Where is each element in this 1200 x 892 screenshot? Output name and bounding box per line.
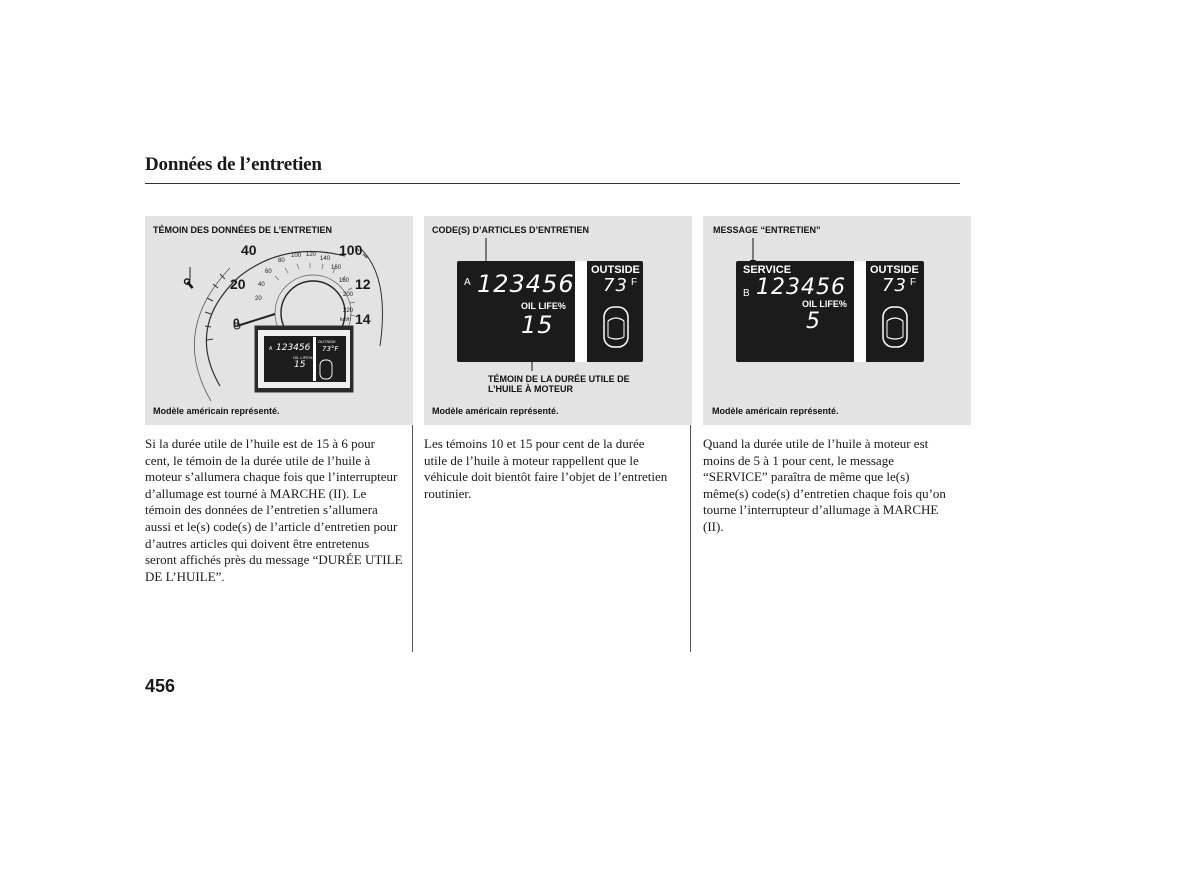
gauge-mph-100: 100 bbox=[339, 242, 363, 258]
gauge-kmh-40: 40 bbox=[258, 282, 265, 288]
column-2-text: Les témoins 10 et 15 pour cent de la durée utile de l’huile à moteur rappellent que le véhicule doit bientôt faire l’objet de l’entretien routinier. bbox=[424, 436, 668, 501]
gauge-right-14: 14 bbox=[355, 311, 371, 327]
column-1-text: Si la durée utile de l’huile est de 15 à 6 pour cent, le témoin de la durée utile de l’huile à moteur s’allumera chaque fois que l’interrupteur d’allumage est tourné à MARCHE (II). Le témoin des données de l’entretien s’allumera aussi et le(s) code(s) de l’article d’entretien pour d’autres articles qui doivent être entretenus seront affichés près du message “DURÉE UTILE DE L’HUILE”. bbox=[145, 436, 403, 584]
lcd-oil-label: OIL LIFE% bbox=[521, 301, 566, 311]
lcd-outside: OUTSIDE bbox=[870, 264, 919, 276]
page-title: Données de l’entretien bbox=[145, 154, 322, 175]
gauge-kmh-220: 220 bbox=[343, 308, 354, 314]
gauge-kmh-20: 20 bbox=[255, 296, 262, 302]
panel-caption: TÉMOIN DES DONNÉES DE L’ENTRETIEN bbox=[153, 225, 333, 235]
mini-outside: OUTSIDE bbox=[318, 339, 336, 344]
lcd-oil-label: OIL LIFE% bbox=[802, 299, 847, 309]
lcd-prefix: A bbox=[464, 277, 471, 288]
sub-caption-1: TÉMOIN DE LA DURÉE UTILE DE bbox=[488, 374, 630, 384]
lcd-display bbox=[457, 261, 643, 362]
panel-service-display bbox=[703, 216, 971, 425]
lcd-separator bbox=[575, 261, 587, 362]
column-3-text: Quand la durée utile de l’huile à moteur est moins de 5 à 1 pour cent, le message “SERVICE” paraîtra de même que le(s) même(s) code(s) d’entretien chaque fois qu’on tourne l’interrupteur d’allumage à MARCHE (II). bbox=[703, 436, 946, 534]
page-number: 456 bbox=[145, 676, 176, 696]
lcd-outside: OUTSIDE bbox=[591, 264, 640, 276]
gauge-mph-40: 40 bbox=[241, 242, 257, 258]
panel-code-display bbox=[424, 216, 692, 425]
lcd-separator bbox=[854, 261, 866, 362]
panel-caption: CODE(S) D’ARTICLES D’ENTRETIEN bbox=[432, 225, 590, 235]
lcd-code: 123456 bbox=[756, 275, 846, 300]
sub-caption-2: L’HUILE À MOTEUR bbox=[488, 384, 573, 394]
panel-gauge bbox=[145, 216, 413, 425]
gauge-zero: 0 bbox=[233, 316, 240, 330]
lcd-temp-unit: F bbox=[631, 277, 638, 288]
car-icon bbox=[601, 305, 631, 349]
gauge-kmh-80: 80 bbox=[278, 258, 285, 264]
lcd-temp: 73 bbox=[882, 275, 907, 296]
car-icon bbox=[880, 305, 910, 349]
gauge-mph-20: 20 bbox=[230, 276, 246, 292]
panel-note: Modèle américain représenté. bbox=[432, 406, 559, 416]
gauge-kmh-140: 140 bbox=[320, 256, 331, 262]
lcd-service: SERVICE bbox=[743, 264, 792, 276]
gauge-right-12: 12 bbox=[355, 276, 371, 292]
panel-note: Modèle américain représenté. bbox=[712, 406, 839, 416]
lcd-code: 123456 bbox=[477, 270, 575, 298]
mini-code: 123456 bbox=[276, 343, 311, 353]
panel-caption: MESSAGE “ENTRETIEN” bbox=[713, 225, 821, 235]
lcd-display bbox=[736, 261, 924, 362]
lcd-temp: 73 bbox=[603, 275, 628, 296]
mini-oil-value: 15 bbox=[294, 360, 306, 370]
gauge-cluster-illustration bbox=[145, 216, 413, 425]
panel-note: Modèle américain représenté. bbox=[153, 406, 280, 416]
mini-prefix: A bbox=[269, 346, 273, 352]
gauge-kmh-180: 180 bbox=[339, 278, 350, 284]
gauge-kmh-60: 60 bbox=[265, 269, 272, 275]
gauge-kmh-100: 100 bbox=[291, 253, 302, 259]
mini-oil-label: OIL LIFE% bbox=[293, 355, 313, 360]
mini-temp: 73°F bbox=[322, 345, 339, 353]
lcd-temp-unit: F bbox=[910, 277, 917, 288]
title-rule bbox=[145, 183, 960, 184]
gauge-kmh-200: 200 bbox=[343, 292, 354, 298]
lcd-oil-value: 5 bbox=[806, 309, 821, 334]
gauge-kmh-120: 120 bbox=[306, 252, 317, 258]
gauge-kmh-160: 160 bbox=[331, 265, 342, 271]
lcd-oil-value: 15 bbox=[521, 311, 554, 339]
lcd-prefix: B bbox=[743, 288, 750, 299]
gauge-unit: km/h bbox=[340, 317, 351, 323]
